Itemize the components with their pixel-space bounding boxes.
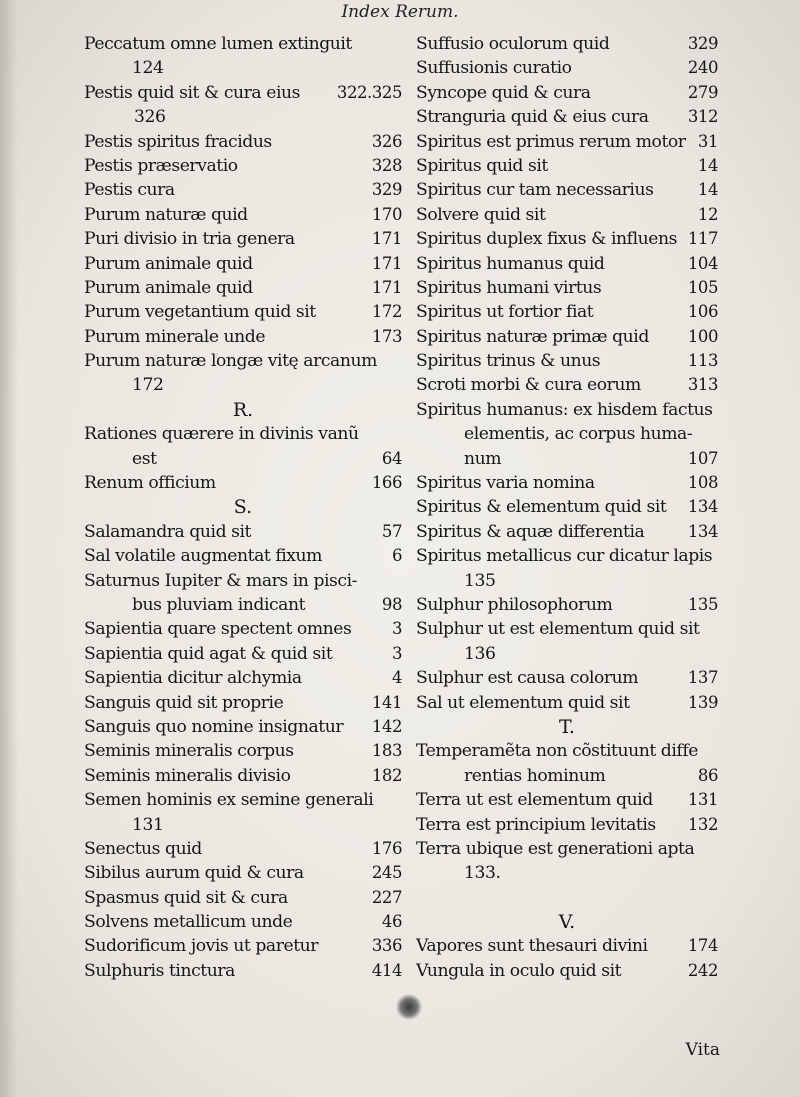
entry-page-number: 117: [687, 229, 718, 249]
entry-page-number: 104: [687, 253, 718, 273]
entry-page-number: 279: [687, 82, 718, 102]
entry-text: Peccatum omne lumen extinguit: [84, 34, 352, 54]
entry-page-number: 137: [687, 668, 718, 688]
entry-page-number: 326: [134, 107, 166, 128]
index-entry: [416, 642, 718, 666]
entry-text: Suffusio oculorum quid: [416, 34, 610, 54]
entry-page-number: 113: [687, 351, 718, 371]
ink-blot: [396, 994, 422, 1020]
entry-text: Sanguis quo nomine insignatur: [84, 716, 344, 737]
index-entry: [84, 569, 402, 593]
index-entry: [84, 32, 402, 56]
entry-text: Purum vegetantium quid sit: [84, 302, 316, 323]
entry-page-number: 139: [687, 692, 718, 712]
index-entry: [416, 934, 718, 958]
entry-page-number: 131: [132, 814, 164, 835]
entry-text: Solvere quid sit: [416, 204, 546, 225]
entry-text: Puri divisio in tria genera: [84, 229, 295, 250]
index-entry: [416, 227, 718, 251]
entry-text: Spiritus quid sit: [416, 155, 548, 176]
entry-text: Sapientia quid agat & quid sit: [84, 643, 333, 664]
entry-text: Sapientia quare spectent omnes: [84, 619, 352, 640]
index-entry: [84, 617, 402, 641]
entry-page-number: 124: [132, 58, 164, 79]
index-entry: [416, 32, 718, 56]
entry-text: Pestis cura: [84, 180, 175, 201]
entry-page-number: 14: [697, 180, 718, 200]
entry-text: Sulphuris tinctura: [84, 960, 235, 981]
entry-page-number: 142: [371, 716, 402, 736]
index-entry: [84, 81, 402, 105]
index-entry: [416, 813, 718, 837]
entry-page-number: 227: [371, 887, 402, 907]
entry-page-number: 12: [697, 204, 718, 224]
index-entry: [416, 569, 718, 593]
index-entry: [416, 105, 718, 129]
entry-text: Pestis quid sit & cura eius: [84, 82, 300, 103]
index-letter-heading: [416, 910, 718, 934]
right-index-column: [416, 32, 718, 983]
entry-text: Sanguis quid sit proprie: [84, 692, 284, 713]
entry-text: Rationes quærere in divinis vanũ: [84, 424, 359, 445]
entry-page-number: 100: [687, 326, 718, 346]
entry-text: Semen hominis ex semine generali: [84, 790, 374, 811]
entry-text: Spasmus quid sit & cura: [84, 887, 288, 908]
entry-page-number: 173: [371, 326, 402, 346]
entry-text: Purum naturæ longæ vitę arcanum: [84, 351, 377, 372]
index-entry: [416, 691, 718, 715]
index-entry: [84, 300, 402, 324]
entry-text: Terra ubique est generationi apta: [416, 838, 695, 859]
entry-text: Spiritus trinus & unus: [416, 351, 601, 372]
index-entry: [416, 178, 718, 202]
entry-page-number: 6: [391, 546, 402, 566]
index-entry: [84, 910, 402, 934]
entry-page-number: 134: [687, 521, 718, 541]
index-entry: [416, 886, 718, 910]
entry-text: Seminis mineralis divisio: [84, 765, 291, 786]
index-entry: [84, 227, 402, 251]
entry-page-number: 242: [687, 960, 718, 980]
index-entry: [416, 861, 718, 885]
entry-page-number: 108: [687, 473, 718, 493]
index-entry: [84, 422, 402, 446]
index-entry: [84, 544, 402, 568]
entry-text: Terra est principium levitatis: [416, 814, 656, 835]
entry-text: Spiritus varia nomina: [416, 473, 595, 494]
entry-page-number: 134: [687, 497, 718, 517]
index-entry: [416, 739, 718, 763]
entry-text: Stranguria quid & eius cura: [416, 107, 649, 128]
entry-text: Sulphur philosophorum: [416, 594, 613, 615]
entry-text: Sal volatile augmentat fixum: [84, 546, 323, 567]
heading-letter: R.: [232, 398, 254, 421]
entry-text: Purum animale quid: [84, 277, 253, 298]
entry-text: Spiritus humanus: ex hisdem factus: [416, 399, 713, 420]
index-entry: [84, 837, 402, 861]
entry-text: Purum naturæ quid: [84, 204, 248, 225]
index-entry: [84, 886, 402, 910]
entry-page-number: 172: [371, 302, 402, 322]
index-entry: [416, 349, 718, 373]
entry-text: Syncope quid & cura: [416, 82, 591, 103]
entry-page-number: 166: [371, 473, 402, 493]
left-index-column: [84, 32, 402, 983]
entry-page-number: 98: [381, 594, 402, 614]
entry-page-number: 170: [371, 204, 402, 224]
entry-text: Sal ut elementum quid sit: [416, 692, 630, 713]
entry-page-number: 326: [371, 131, 402, 151]
entry-page-number: 329: [371, 180, 402, 200]
entry-page-number: 245: [371, 863, 402, 883]
index-entry: [416, 154, 718, 178]
entry-page-number: 336: [371, 936, 402, 956]
entry-page-number: 107: [687, 448, 718, 468]
entry-text: est: [132, 448, 157, 469]
index-letter-heading: [416, 715, 718, 739]
entry-text: Spiritus & elementum quid sit: [416, 497, 667, 518]
entry-page-number: 57: [381, 521, 402, 541]
entry-page-number: 136: [464, 643, 496, 664]
entry-page-number: 183: [371, 741, 402, 761]
entry-text: Pestis spiritus fracidus: [84, 131, 272, 152]
entry-page-number: 14: [697, 155, 718, 175]
index-entry: [416, 398, 718, 422]
index-entry: [84, 447, 402, 471]
entry-text: Spiritus & aquæ differentia: [416, 521, 645, 542]
entry-text: Sapientia dicitur alchymia: [84, 668, 302, 689]
index-entry: [416, 837, 718, 861]
entry-page-number: 313: [687, 375, 718, 395]
entry-text: Spiritus humani virtus: [416, 277, 602, 298]
index-entry: [84, 203, 402, 227]
entry-text: Purum minerale unde: [84, 326, 266, 347]
entry-text: Salamandra quid sit: [84, 521, 252, 542]
entry-text: elementis, ac corpus huma-: [464, 424, 693, 445]
entry-text: Terra ut est elementum quid: [416, 790, 653, 811]
index-entry: [84, 373, 402, 397]
index-entry: [416, 130, 718, 154]
entry-page-number: 64: [381, 448, 402, 468]
entry-page-number: 171: [371, 253, 402, 273]
entry-text: Purum animale quid: [84, 253, 253, 274]
index-entry: [416, 373, 718, 397]
entry-page-number: 3: [391, 643, 402, 663]
entry-text: Senectus quid: [84, 838, 202, 859]
entry-text: rentias hominum: [464, 765, 606, 786]
entry-page-number: 176: [371, 838, 402, 858]
entry-page-number: 105: [687, 277, 718, 297]
entry-text: Scroti morbi & cura eorum: [416, 375, 641, 396]
index-entry: [416, 617, 718, 641]
running-head: Index Rerum.: [341, 2, 459, 22]
entry-text: Spiritus est primus rerum motor: [416, 131, 686, 152]
index-entry: [416, 666, 718, 690]
entry-text: Sulphur ut est elementum quid sit: [416, 619, 700, 640]
entry-page-number: 171: [371, 229, 402, 249]
heading-letter: S.: [233, 496, 253, 519]
index-entry: [416, 252, 718, 276]
index-entry: [84, 178, 402, 202]
entry-page-number: 174: [687, 936, 718, 956]
page-shadow: [0, 0, 18, 1097]
entry-page-number: 106: [687, 302, 718, 322]
index-entry: [416, 81, 718, 105]
index-entry: [416, 520, 718, 544]
entry-page-number: 141: [371, 692, 402, 712]
entry-text: bus pluviam indicant: [132, 594, 306, 615]
index-entry: [84, 715, 402, 739]
entry-page-number: 135: [687, 594, 718, 614]
index-entry: [416, 447, 718, 471]
entry-page-number: 172: [132, 375, 164, 396]
entry-text: Spiritus humanus quid: [416, 253, 605, 274]
index-entry: [84, 471, 402, 495]
entry-text: Renum officium: [84, 473, 216, 494]
entry-page-number: 31: [697, 131, 718, 151]
entry-page-number: 4: [391, 668, 402, 688]
entry-page-number: 46: [381, 912, 402, 932]
index-entry: [84, 520, 402, 544]
catchword: Vita: [685, 1040, 720, 1060]
entry-page-number: 182: [371, 765, 402, 785]
index-entry: [84, 325, 402, 349]
index-entry: [84, 739, 402, 763]
index-entry: [84, 642, 402, 666]
index-letter-heading: [84, 495, 402, 519]
entry-page-number: 414: [371, 960, 402, 980]
index-entry: [84, 593, 402, 617]
index-entry: [84, 788, 402, 812]
index-entry: [416, 471, 718, 495]
entry-text: Suffusionis curatio: [416, 58, 572, 79]
entry-text: Saturnus Iupiter & mars in pisci-: [84, 570, 357, 591]
index-entry: [84, 934, 402, 958]
entry-text: Seminis mineralis corpus: [84, 741, 294, 762]
index-entry: [416, 276, 718, 300]
index-entry: [416, 300, 718, 324]
entry-page-number: 240: [687, 58, 718, 78]
index-entry: [84, 252, 402, 276]
entry-page-number: 328: [371, 155, 402, 175]
entry-text: Sudorificum jovis ut paretur: [84, 936, 319, 957]
entry-page-number: 135: [464, 570, 496, 591]
entry-page-number: 329: [687, 34, 718, 53]
index-entry: [416, 764, 718, 788]
index-entry: [416, 959, 718, 983]
entry-page-number: 322.325: [336, 82, 402, 102]
index-entry: [84, 56, 402, 80]
index-entry: [416, 544, 718, 568]
entry-page-number: 86: [697, 765, 718, 785]
index-entry: [416, 495, 718, 519]
entry-text: Vungula in oculo quid sit: [416, 960, 622, 981]
entry-text: Spiritus cur tam necessarius: [416, 180, 654, 201]
entry-text: Spiritus ut fortior fiat: [416, 302, 594, 323]
entry-page-number: 131: [687, 790, 718, 810]
index-entry: [84, 276, 402, 300]
index-entry: [84, 349, 402, 373]
entry-page-number: 312: [687, 107, 718, 127]
entry-page-number: 132: [687, 814, 718, 834]
index-entry: [84, 154, 402, 178]
index-entry: [416, 593, 718, 617]
index-entry: [84, 959, 402, 983]
index-entry: [84, 130, 402, 154]
entry-text: num: [464, 448, 502, 469]
index-entry: [416, 422, 718, 446]
entry-page-number: 133.: [464, 863, 501, 884]
index-entry: [84, 813, 402, 837]
entry-text: Sibilus aurum quid & cura: [84, 863, 304, 884]
heading-letter: T.: [559, 715, 575, 738]
index-letter-heading: [84, 398, 402, 422]
entry-text: Spiritus duplex fixus & influens: [416, 229, 677, 250]
entry-text: Vapores sunt thesauri divini: [416, 936, 648, 957]
entry-text: Sulphur est causa colorum: [416, 668, 639, 689]
index-entry: [416, 325, 718, 349]
index-entry: [416, 56, 718, 80]
index-entry: [84, 666, 402, 690]
index-entry: [416, 203, 718, 227]
entry-text: Spiritus metallicus cur dicatur lapis: [416, 546, 713, 567]
index-entry: [84, 105, 402, 129]
index-entry: [84, 764, 402, 788]
index-entry: [416, 788, 718, 812]
entry-text: Temperamẽta non cõstituunt diffe: [416, 741, 698, 762]
entry-page-number: 171: [371, 277, 402, 297]
entry-text: Pestis præservatio: [84, 155, 238, 176]
entry-text: Spiritus naturæ primæ quid: [416, 326, 649, 347]
index-entry: [84, 861, 402, 885]
entry-page-number: 3: [391, 619, 402, 639]
heading-letter: V.: [558, 911, 576, 934]
index-entry: [84, 691, 402, 715]
entry-text: Solvens metallicum unde: [84, 912, 293, 933]
